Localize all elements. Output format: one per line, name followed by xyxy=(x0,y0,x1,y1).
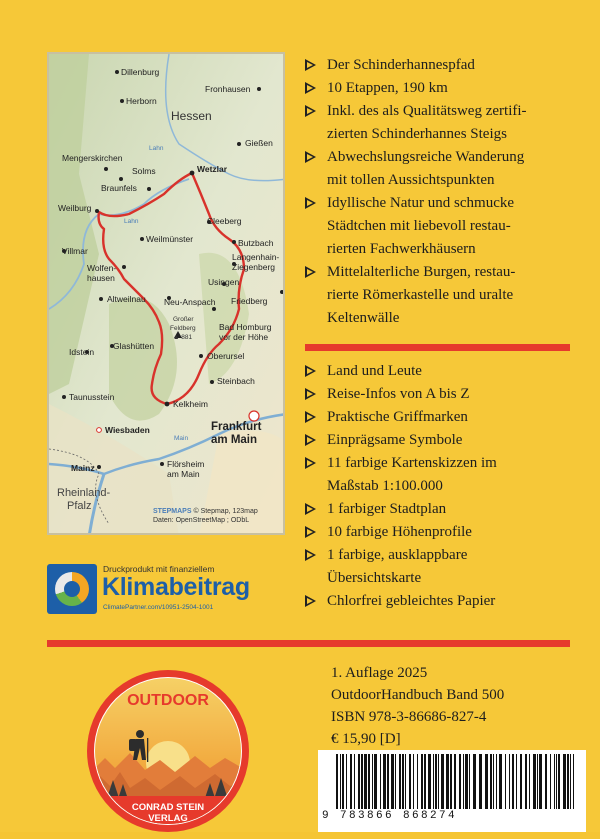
list-item-line: rierten Fachwerkhäusern xyxy=(327,241,476,257)
list-item xyxy=(305,452,595,498)
triangle-bullet-icon xyxy=(305,434,316,446)
series-line: OutdoorHandbuch Band 500 xyxy=(331,687,505,703)
barcode-digits: 9 783866 868274 xyxy=(322,810,458,822)
list-item-line: Praktische Griffmarken xyxy=(327,409,468,425)
map-credit-line1: © Stepmap, 123map xyxy=(193,508,258,515)
map-label-hessen: Hessen xyxy=(171,109,212,123)
price-line: € 15,90 [D] xyxy=(331,731,401,747)
map-label-altweilnau: Altweilnau xyxy=(107,294,146,304)
isbn-barcode xyxy=(318,750,586,832)
list-item-line: Chlorfrei gebleichtes Papier xyxy=(327,593,496,609)
list-item-line: zierten Schinderhannes Steigs xyxy=(327,126,507,142)
triangle-bullet-icon xyxy=(305,105,316,117)
map-label-glashuetten: Glashütten xyxy=(113,341,155,351)
triangle-bullet-icon xyxy=(305,526,316,538)
red-divider-long xyxy=(47,640,570,647)
map-label-rheinland-pfalz: Rheinland- xyxy=(57,487,111,499)
map-label-dillenburg: Dillenburg xyxy=(121,67,160,77)
map-label-neu-anspach: Neu-Anspach xyxy=(164,297,216,307)
triangle-bullet-icon xyxy=(305,549,316,561)
map-label-ziegenberg: Ziegenberg xyxy=(232,262,276,272)
map-label-grosser-feldberg-2: Feldberg xyxy=(170,325,196,332)
list-item-line: Maßstab 1:100.000 xyxy=(327,478,443,494)
edition-line: 1. Auflage 2025 xyxy=(331,665,428,681)
list-item-line: Inkl. des als Qualitätsweg zertifi- xyxy=(327,103,527,119)
list-item xyxy=(305,406,595,429)
list-item-line: Städtchen mit liebevoll restau- xyxy=(327,218,511,234)
red-divider xyxy=(305,344,570,351)
badge-publisher-2: VERLAG xyxy=(148,813,188,824)
badge-publisher: CONRAD STEIN xyxy=(131,802,205,813)
map-label-cleeberg: Cleeberg xyxy=(207,216,242,226)
list-item xyxy=(305,383,595,406)
map-label-braunfels: Braunfels xyxy=(101,183,137,193)
list-item xyxy=(305,146,595,192)
isbn-line: ISBN 978-3-86686-827-4 xyxy=(331,709,487,725)
map-label-wolfenhausen: Wolfen- xyxy=(87,263,117,273)
barcode-bars xyxy=(336,754,580,809)
map-label-rheinland-pfalz-2: Pfalz xyxy=(67,500,92,512)
list-item-line: Land und Leute xyxy=(327,363,422,379)
map-label-herborn: Herborn xyxy=(126,96,157,106)
klima-title: Klimabeitrag xyxy=(102,573,250,601)
list-item xyxy=(305,544,595,590)
map-label-river-lahn: Lahn xyxy=(149,145,164,152)
map-credit-brand: STEPMAPS xyxy=(153,508,192,515)
list-item-line: Reise-Infos von A bis Z xyxy=(327,386,470,402)
map-label-friedberg: Friedberg xyxy=(231,296,268,306)
list-item-line: Idyllische Natur und schmucke xyxy=(327,195,515,211)
map-label-wolfenhausen-2: hausen xyxy=(87,273,115,283)
feature-list xyxy=(305,54,595,330)
map-label-taunusstein: Taunusstein xyxy=(69,392,115,402)
map-label-frankfurt: Frankfurt xyxy=(211,421,262,433)
map-label-butzbach: Butzbach xyxy=(238,238,274,248)
map-label-bad-homburg-2: vor der Höhe xyxy=(219,332,269,342)
list-item-line: Mittelalterliche Burgen, restau- xyxy=(327,264,516,280)
list-item-line: Keltenwälle xyxy=(327,310,400,326)
list-item-line: 10 farbige Höhenprofile xyxy=(327,524,472,540)
map-label-kelkheim: Kelkheim xyxy=(173,399,208,409)
list-item xyxy=(305,590,595,613)
list-item-line: Der Schinderhannespfad xyxy=(327,57,475,73)
triangle-bullet-icon xyxy=(305,365,316,377)
triangle-bullet-icon xyxy=(305,595,316,607)
list-item-line: 1 farbiger Stadtplan xyxy=(327,501,447,517)
list-item xyxy=(305,360,595,383)
map-label-langenhain: Langenhain- xyxy=(232,252,280,262)
map-label-floersheim-2: am Main xyxy=(167,469,200,479)
list-item xyxy=(305,54,595,77)
list-item xyxy=(305,429,595,452)
list-item-line: 10 Etappen, 190 km xyxy=(327,80,448,96)
klima-top-text: Druckprodukt mit finanziellem xyxy=(103,564,215,574)
map-label-river-main: Main xyxy=(174,435,189,442)
map-label-floersheim: Flörsheim xyxy=(167,459,205,469)
map-label-giessen: Gießen xyxy=(245,138,273,148)
map-label-idstein: Idstein xyxy=(69,347,95,357)
triangle-bullet-icon xyxy=(305,503,316,515)
list-item-line: Übersichtskarte xyxy=(327,570,422,586)
list-item xyxy=(305,100,595,146)
triangle-bullet-icon xyxy=(305,388,316,400)
map-label-usingen: Usingen xyxy=(208,277,240,287)
list-item xyxy=(305,521,595,544)
map-label-frankfurt-2: am Main xyxy=(211,434,258,446)
list-item xyxy=(305,192,595,261)
list-item-line: Abwechslungsreiche Wanderung xyxy=(327,149,525,165)
contents-list xyxy=(305,360,595,613)
triangle-bullet-icon xyxy=(305,266,316,278)
triangle-bullet-icon xyxy=(305,197,316,209)
triangle-bullet-icon xyxy=(305,59,316,71)
map-label-mengerskirchen: Mengerskirchen xyxy=(62,153,123,163)
list-item xyxy=(305,77,595,100)
klimabeitrag-logo xyxy=(47,564,297,616)
list-item-line: 1 farbige, ausklappbare xyxy=(327,547,468,563)
list-item xyxy=(305,498,595,521)
list-item-line: mit tollen Aussichtspunkten xyxy=(327,172,495,188)
map-label-grosser-feldberg: Großer xyxy=(173,316,194,323)
map-label-river-weil: Lahn xyxy=(124,218,139,225)
map-label-wiesbaden: Wiesbaden xyxy=(105,425,150,435)
klima-id: ClimatePartner.com/10951-2504-1001 xyxy=(103,604,214,611)
map-label-fronhausen: Fronhausen xyxy=(205,84,251,94)
list-item-line: 11 farbige Kartenskizzen im xyxy=(327,455,497,471)
map-label-grosser-feldberg-height: ▲ 881 xyxy=(173,334,193,341)
map-label-oberursel: Oberursel xyxy=(207,351,245,361)
list-item-line: Einprägsame Symbole xyxy=(327,432,463,448)
map-label-weilburg: Weilburg xyxy=(58,203,92,213)
map-label-weilmuenster: Weilmünster xyxy=(146,234,194,244)
list-item-line: rierte Römerkastelle und uralte xyxy=(327,287,514,303)
badge-title: OUTDOOR xyxy=(127,692,209,709)
map-credit xyxy=(153,507,258,525)
list-item xyxy=(305,261,595,330)
map-label-steinbach: Steinbach xyxy=(217,376,255,386)
map-label-wetzlar: Wetzlar xyxy=(197,164,228,174)
triangle-bullet-icon xyxy=(305,82,316,94)
map-label-mainz: Mainz xyxy=(71,463,95,473)
map-label-solms: Solms xyxy=(132,166,156,176)
triangle-bullet-icon xyxy=(305,151,316,163)
triangle-bullet-icon xyxy=(305,411,316,423)
map-credit-line2: Daten: OpenStreetMap ; ODbL xyxy=(153,517,250,524)
edition-info xyxy=(331,662,504,750)
climate-partner-icon xyxy=(47,564,97,614)
route-map xyxy=(47,52,285,535)
map-label-bad-homburg: Bad Homburg xyxy=(219,322,272,332)
outdoor-badge xyxy=(85,668,251,834)
triangle-bullet-icon xyxy=(305,457,316,469)
map-label-villmar: Villmar xyxy=(62,246,88,256)
